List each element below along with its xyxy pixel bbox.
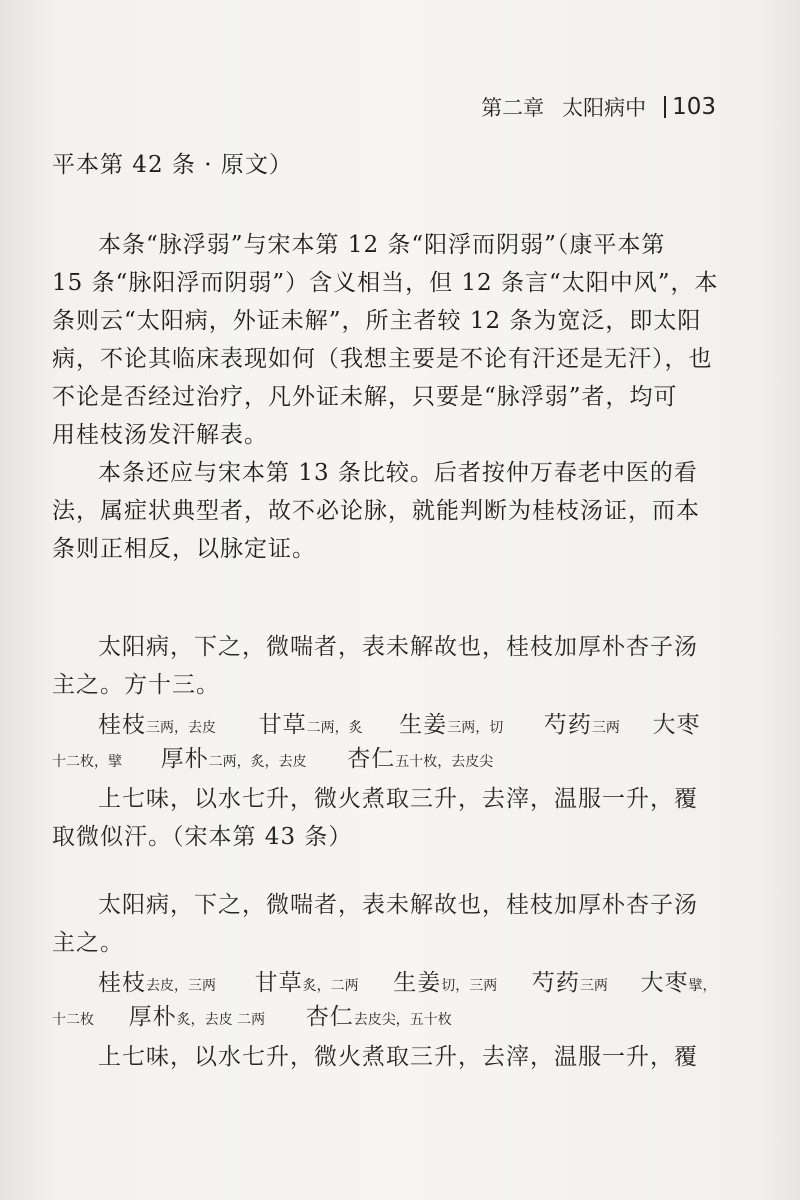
classic-text-line: 主之。方十三。 [52,672,220,698]
classic-text-line: 主之。 [52,930,124,956]
text-line: 法，属症状典型者，故不必论脉，就能判断为桂枝汤证，而本 [52,498,700,524]
text-line: 本条“脉浮弱”与宋本第 12 条“阳浮而阴弱”（康平本第 [98,232,666,258]
classic-text-line: 取微似汗。（宋本第 43 条） [52,824,353,850]
text-line: 条则正相反，以脉定证。 [52,536,316,562]
herb-note: 二两，炙，去皮 [208,754,307,770]
text-line: 不论是否经过治疗，凡外证未解，只要是“脉浮弱”者，均可 [52,384,678,410]
chapter-title: 第二章 [481,96,545,120]
classic-text-line: 上七味，以水七升，微火煮取三升，去滓，温服一升，覆 [98,1044,698,1070]
herb-note: 十二枚，擘 [52,754,122,770]
herb-name: 甘草 [254,970,303,996]
herb-name: 大枣 [652,712,701,738]
text-line: 病，不论其临床表现如何（我想主要是不论有汗还是无汗），也 [52,346,713,372]
text-line: 15 条“脉阳浮而阴弱”）含义相当，但 12 条言“太阳中风”，本 [52,270,719,296]
herb-note: 炙，去皮 二两 [176,1012,266,1028]
classic-text-line: 太阳病，下之，微喘者，表未解故也，桂枝加厚朴杏子汤 [98,634,698,660]
running-header [481,92,716,122]
herb-note: 三两，切 [447,720,504,736]
herb-note: 擘， [688,978,717,994]
herb-note: 十二枚 [52,1012,94,1028]
header-divider [664,96,666,118]
herb-name: 甘草 [258,712,307,738]
herb-name: 芍药 [543,712,592,738]
text-line: 本条还应与宋本第 13 条比较。后者按仲万春老中医的看 [98,460,698,486]
herb-name: 桂枝 [98,712,146,738]
herb-name: 生姜 [399,712,448,738]
section-title: 太阳病中 [562,96,647,120]
herb-name: 杏仁 [305,1004,354,1030]
herb-note: 三两 [579,978,608,994]
classic-text-line: 太阳病，下之，微喘者，表未解故也，桂枝加厚朴杏子汤 [98,892,698,918]
herb-note: 三两 [591,720,620,736]
herb-note: 炙，二两 [302,978,359,994]
herb-note: 二两，炙 [306,720,363,736]
herb-name: 芍药 [531,970,580,996]
formula-row [52,744,493,777]
formula-row [98,710,701,743]
formula-row [98,968,717,1001]
herb-name: 生姜 [393,970,442,996]
text-line: 平本第 42 条 · 原文） [52,152,293,178]
herb-name: 厚朴 [128,1004,177,1030]
classic-text-line: 上七味，以水七升，微火煮取三升，去滓，温服一升，覆 [98,786,698,812]
text-line: 条则云“太阳病，外证未解”，所主者较 12 条为宽泛，即太阳 [52,308,702,334]
page-number: 103 [672,94,716,120]
herb-name: 厚朴 [160,746,209,772]
herb-name: 杏仁 [347,746,396,772]
herb-name: 桂枝 [98,970,146,996]
text-line: 用桂枝汤发汗解表。 [52,422,268,448]
herb-note: 切，三两 [441,978,498,994]
herb-note: 去皮尖，五十枚 [353,1012,452,1028]
formula-row [52,1002,452,1035]
herb-note: 去皮，三两 [146,978,216,994]
herb-note: 五十枚，去皮尖 [395,754,494,770]
herb-note: 三两，去皮 [146,720,216,736]
herb-name: 大枣 [640,970,689,996]
